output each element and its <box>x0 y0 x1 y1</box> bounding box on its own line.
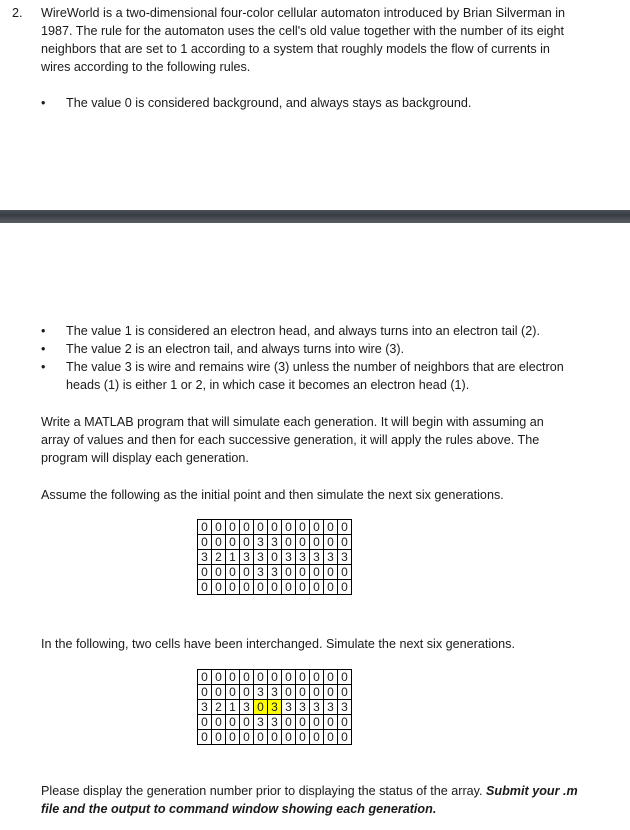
grid-cell: 0 <box>198 685 212 700</box>
task-paragraph <box>41 413 621 467</box>
grid-cell: 0 <box>240 565 254 580</box>
rule-1-text: The value 1 is considered an electron head, and always turns into an electron tail (2). <box>66 324 540 338</box>
grid-cell: 0 <box>198 670 212 685</box>
grid-cell: 3 <box>254 550 268 565</box>
grid-cell: 0 <box>212 580 226 595</box>
grid-cell: 0 <box>282 670 296 685</box>
grid-cell: 1 <box>226 700 240 715</box>
grid-cell: 0 <box>338 670 352 685</box>
grid-cell: 3 <box>198 700 212 715</box>
task-line: array of values and then for each successive generation, it will apply the rules above. The <box>41 433 540 447</box>
grid-cell: 3 <box>282 700 296 715</box>
grid-cell: 3 <box>268 535 282 550</box>
grid-cell: 0 <box>240 685 254 700</box>
rule-0-text: The value 0 is considered background, and always stays as background. <box>66 96 472 110</box>
grid-cell: 0 <box>240 520 254 535</box>
grid-cell: 0 <box>240 715 254 730</box>
page-divider <box>0 210 630 223</box>
grid-cell: 3 <box>310 550 324 565</box>
grid-cell: 2 <box>212 550 226 565</box>
grid-cell: 0 <box>324 670 338 685</box>
grid-cell: 3 <box>240 700 254 715</box>
grid-cell: 0 <box>254 670 268 685</box>
grid-cell: 0 <box>240 670 254 685</box>
grid-cell: 0 <box>296 730 310 745</box>
grid-cell: 3 <box>254 535 268 550</box>
grid-cell: 3 <box>282 550 296 565</box>
grid-cell: 3 <box>338 550 352 565</box>
interchange-text: In the following, two cells have been interchanged. Simulate the next six generations. <box>41 637 515 651</box>
grid-cell-highlighted: 3 <box>268 700 282 715</box>
grid-cell: 0 <box>338 715 352 730</box>
grid-row <box>198 670 352 685</box>
closing-plain-text: Please display the generation number prior to displaying the status of the array. <box>41 784 483 798</box>
grid-cell: 0 <box>338 535 352 550</box>
grid-cell: 0 <box>296 565 310 580</box>
grid-cell: 3 <box>254 715 268 730</box>
grid-cell: 2 <box>212 700 226 715</box>
grid-cell: 0 <box>198 565 212 580</box>
closing-line-1 <box>41 782 621 800</box>
rule-2-text: The value 2 is an electron tail, and always turns into wire (3). <box>66 342 405 356</box>
grid-cell: 0 <box>268 670 282 685</box>
grid-cell: 0 <box>338 580 352 595</box>
interchanged-grid-table <box>197 669 352 745</box>
grid-cell: 0 <box>282 535 296 550</box>
grid-cell: 3 <box>268 685 282 700</box>
grid-cell: 0 <box>324 565 338 580</box>
grid-cell: 0 <box>226 685 240 700</box>
grid-cell: 0 <box>268 520 282 535</box>
grid-cell: 0 <box>198 715 212 730</box>
grid-cell: 0 <box>254 730 268 745</box>
grid-cell: 3 <box>198 550 212 565</box>
grid-cell: 0 <box>282 730 296 745</box>
bullet-icon: • <box>41 324 46 338</box>
bullet-icon: • <box>41 360 46 374</box>
question-number: 2. <box>12 6 23 20</box>
grid-cell: 0 <box>212 565 226 580</box>
grid-row <box>198 715 352 730</box>
assume-text: Assume the following as the initial point and then simulate the next six generations. <box>41 488 504 502</box>
grid-cell: 0 <box>226 670 240 685</box>
grid-cell: 3 <box>296 550 310 565</box>
grid-row <box>198 700 352 715</box>
grid-cell: 0 <box>282 520 296 535</box>
grid-cell: 0 <box>324 520 338 535</box>
grid-row <box>198 535 352 550</box>
grid-cell: 0 <box>226 730 240 745</box>
grid-row <box>198 520 352 535</box>
intro-paragraph <box>41 4 621 76</box>
grid-cell: 0 <box>324 535 338 550</box>
grid-cell: 3 <box>324 550 338 565</box>
grid-cell: 0 <box>310 730 324 745</box>
grid-cell: 0 <box>282 685 296 700</box>
grid-cell: 0 <box>212 685 226 700</box>
grid-cell: 0 <box>240 535 254 550</box>
closing-emphasis-text: Submit your .m <box>486 784 578 798</box>
grid-cell: 3 <box>296 700 310 715</box>
grid-cell: 0 <box>212 520 226 535</box>
bullet-icon: • <box>41 342 46 356</box>
grid-cell: 1 <box>226 550 240 565</box>
grid-cell: 0 <box>310 565 324 580</box>
grid-cell: 0 <box>212 715 226 730</box>
grid-cell: 0 <box>324 685 338 700</box>
grid-row <box>198 730 352 745</box>
grid-cell: 0 <box>338 685 352 700</box>
grid-cell: 0 <box>254 520 268 535</box>
grid-cell: 0 <box>240 580 254 595</box>
grid-cell: 0 <box>282 565 296 580</box>
grid-row <box>198 685 352 700</box>
grid-cell: 0 <box>226 520 240 535</box>
grid-cell: 0 <box>296 535 310 550</box>
grid-cell: 0 <box>226 565 240 580</box>
grid-cell: 0 <box>254 580 268 595</box>
rule-3-text <box>66 358 611 394</box>
grid-cell: 0 <box>324 730 338 745</box>
grid-cell: 0 <box>212 670 226 685</box>
grid-cell: 0 <box>296 670 310 685</box>
grid-cell: 3 <box>240 550 254 565</box>
grid-cell: 0 <box>198 520 212 535</box>
grid-cell: 0 <box>324 580 338 595</box>
initial-grid-table <box>197 519 352 595</box>
intro-line: WireWorld is a two-dimensional four-color cellular automaton introduced by Brian Silverman in <box>41 6 566 20</box>
grid-cell: 0 <box>226 535 240 550</box>
grid-row <box>198 565 352 580</box>
intro-line: 1987. The rule for the automaton uses the cell's old value together with the number of its eight <box>41 24 565 38</box>
grid-cell: 3 <box>324 700 338 715</box>
grid-cell: 0 <box>240 730 254 745</box>
grid-cell: 3 <box>254 685 268 700</box>
task-line: program will display each generation. <box>41 451 249 465</box>
grid-cell: 0 <box>268 550 282 565</box>
rule-3-line: heads (1) is either 1 or 2, in which case it becomes an electron head (1). <box>66 378 470 392</box>
grid-cell: 3 <box>310 700 324 715</box>
closing-paragraph <box>41 782 621 818</box>
grid-cell: 0 <box>296 520 310 535</box>
grid-cell: 3 <box>268 565 282 580</box>
grid-cell: 3 <box>254 565 268 580</box>
grid-cell: 0 <box>324 715 338 730</box>
grid-cell: 0 <box>198 535 212 550</box>
grid-cell: 0 <box>198 580 212 595</box>
grid-cell: 0 <box>310 535 324 550</box>
grid-row <box>198 580 352 595</box>
task-line: Write a MATLAB program that will simulate each generation. It will begin with assuming an <box>41 415 544 429</box>
grid-cell: 3 <box>338 700 352 715</box>
grid-cell: 0 <box>226 580 240 595</box>
grid-cell: 0 <box>310 670 324 685</box>
grid-cell: 0 <box>282 580 296 595</box>
grid-cell: 0 <box>296 685 310 700</box>
grid-cell: 0 <box>212 730 226 745</box>
grid-cell: 0 <box>338 565 352 580</box>
intro-line: wires according to the following rules. <box>41 60 251 74</box>
grid-cell: 0 <box>282 715 296 730</box>
closing-line-2: file and the output to command window showing each generation. <box>41 802 437 816</box>
grid-row <box>198 550 352 565</box>
intro-line: neighbors that are set to 1 according to a system that roughly models the flow of currents in <box>41 42 550 56</box>
grid-cell: 0 <box>296 715 310 730</box>
grid-cell: 0 <box>296 580 310 595</box>
grid-cell: 0 <box>310 520 324 535</box>
grid-cell: 0 <box>212 535 226 550</box>
grid-cell: 0 <box>268 730 282 745</box>
grid-cell: 0 <box>310 685 324 700</box>
grid-cell: 0 <box>338 520 352 535</box>
grid-cell: 0 <box>338 730 352 745</box>
grid-cell: 0 <box>310 580 324 595</box>
grid-cell: 0 <box>226 715 240 730</box>
rule-3-line: The value 3 is wire and remains wire (3) unless the number of neighbors that are electron <box>66 360 564 374</box>
grid-cell: 0 <box>198 730 212 745</box>
grid-cell: 0 <box>268 580 282 595</box>
grid-cell: 3 <box>268 715 282 730</box>
bullet-icon: • <box>41 96 46 110</box>
grid-cell: 0 <box>310 715 324 730</box>
grid-cell-highlighted: 0 <box>254 700 268 715</box>
